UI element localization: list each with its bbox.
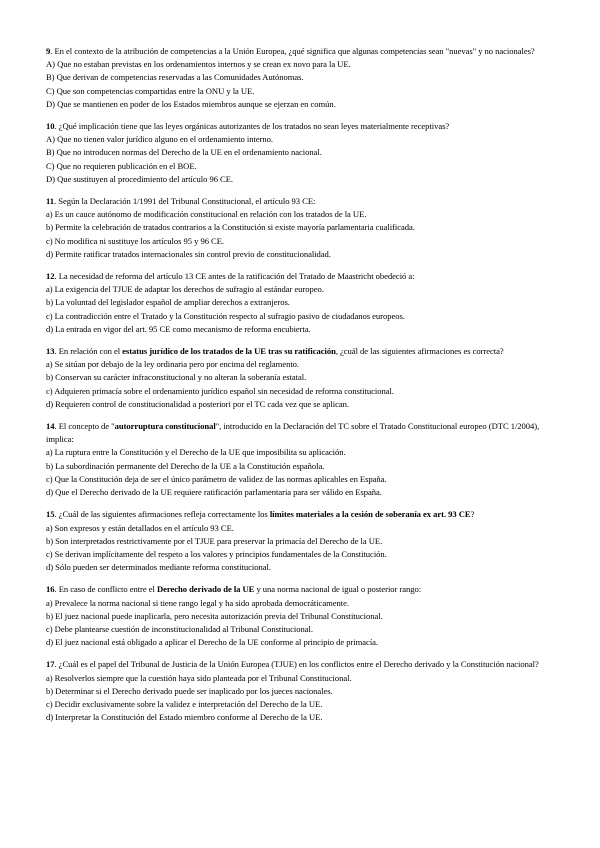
question-13 (46, 345, 566, 411)
answer-option: b) Determinar si el Derecho derivado puede ser inaplicado por los jueces nacionales. (46, 685, 333, 696)
answer-option: d) El juez nacional está obligado a aplicar el Derecho de la UE conforme al principio de primacía. (46, 637, 379, 648)
question-number: 15 (46, 509, 55, 520)
answer-option: c) Adquieren primacía sobre el ordenamiento jurídico español sin necesidad de reforma constitucional. (46, 385, 394, 396)
bold-emphasis: estatus jurídico de los tratados de la UE tras su ratificación (122, 346, 336, 357)
answer-option: C) Que no requieren publicación en el BOE. (46, 160, 197, 171)
question-number: 10 (46, 121, 55, 132)
answer-option: d) Sólo pueden ser determinados mediante reforma constitucional. (46, 562, 271, 573)
question-number: 14 (46, 421, 55, 432)
answer-option: A) Que no estaban previstas en los ordenamientos internos y se crean ex novo para la UE. (46, 59, 351, 70)
answer-option: b) La subordinación permanente del Derecho de la UE a la Constitución española. (46, 460, 325, 471)
question-17 (46, 658, 566, 724)
answer-option: a) Se sitúan por debajo de la ley ordinaria pero por encima del reglamento. (46, 359, 300, 370)
answer-option: B) Que no introducen normas del Derecho de la UE en el ordenamiento nacional. (46, 147, 322, 158)
answer-option: C) Que son competencias compartidas entre la ONU y la UE. (46, 85, 255, 96)
question-text: 17. ¿Cuál es el papel del Tribunal de Justicia de la Unión Europea (TJUE) en los conflictos entre el Derecho derivado y la Constitución nacional? (46, 659, 539, 670)
question-11 (46, 195, 566, 261)
question-text: 13. En relación con el estatus jurídico de los tratados de la UE tras su ratificación, ¿cuál de las siguientes afirmaciones es correcta? (46, 346, 504, 357)
answer-option: a) Es un cauce autónomo de modificación constitucional en relación con los tratados de la UE. (46, 209, 367, 220)
answer-option: b) Conservan su carácter infraconstitucional y no alteran la soberanía estatal. (46, 372, 307, 383)
bold-emphasis: Derecho derivado de la UE (156, 584, 255, 595)
quiz-document (46, 45, 566, 733)
question-number: 17 (46, 659, 55, 670)
answer-option: a) La ruptura entre la Constitución y el Derecho de la UE que imposibilita su aplicación. (46, 447, 346, 458)
question-text: 15. ¿Cuál de las siguientes afirmaciones refleja correctamente los límites materiales a la cesión de soberanía ex art. 93 CE? (46, 509, 475, 520)
question-text: 12. La necesidad de reforma del artículo 13 CE antes de la ratificación del Tratado de Maastricht obedeció a: (46, 271, 415, 282)
answer-option: a) Resolverlos siempre que la cuestión haya sido planteada por el Tribunal Constitucional. (46, 672, 352, 683)
answer-option: d) Requieren control de constitucionalidad a posteriori por el TC cada vez que se aplican. (46, 398, 349, 409)
question-number: 9 (46, 46, 51, 56)
answer-option: A) Que no tienen valor jurídico alguno en el ordenamiento interno. (46, 134, 273, 145)
question-16 (46, 583, 566, 649)
bold-emphasis: límites materiales a la cesión de soberanía ex art. 93 CE (269, 509, 471, 520)
answer-option: a) Son expresos y están detallados en el artículo 93 CE. (46, 522, 234, 533)
question-text: 9. En el contexto de la atribución de competencias a la Unión Europea, ¿qué significa que algunas competencias sean "nuevas" y no nacionales? (46, 46, 535, 56)
question-10 (46, 120, 566, 186)
question-number: 16 (46, 584, 55, 595)
question-text: 16. En caso de conflicto entre el Derecho derivado de la UE y una norma nacional de igual o posterior rango: (46, 584, 422, 595)
answer-option: d) Permite ratificar tratados internacionales sin control previo de constitucionalidad. (46, 248, 331, 259)
answer-option: d) Que el Derecho derivado de la UE requiere ratificación parlamentaria para ser válido en España. (46, 487, 382, 498)
answer-option: D) Que se mantienen en poder de los Estados miembros aunque se ejerzan en común. (46, 98, 336, 109)
answer-option: b) La voluntad del legislador español de ampliar derechos a extranjeros. (46, 297, 290, 308)
question-text: 11. Según la Declaración 1/1991 del Tribunal Constitucional, el artículo 93 CE: (46, 196, 316, 207)
answer-option: c) Que la Constitución deja de ser el único parámetro de validez de las normas aplicables en España. (46, 473, 387, 484)
question-text: 14. El concepto de "autorruptura constitucional", introducido en la Declaración del TC sobre el Tratado Constitucional europeo (DTC 1/2004), implica: (46, 421, 540, 445)
answer-option: D) Que sustituyen al procedimiento del artículo 96 CE. (46, 173, 234, 184)
answer-option: a) Prevalece la norma nacional si tiene rango legal y ha sido aprobada democráticamente. (46, 597, 349, 608)
question-15 (46, 508, 566, 574)
answer-option: c) Decidir exclusivamente sobre la validez e interpretación del Derecho de la UE. (46, 698, 323, 709)
question-12 (46, 270, 566, 336)
answer-option: c) Se derivan implícitamente del respeto a los valores y principios fundamentales de la Constitución. (46, 548, 387, 559)
answer-option: a) La exigencia del TJUE de adaptar los derechos de sufragio al estándar europeo. (46, 284, 324, 295)
question-number: 12 (46, 271, 55, 282)
question-number: 11 (46, 196, 55, 207)
answer-option: c) Debe plantearse cuestión de inconstitucionalidad al Tribunal Constitucional. (46, 623, 313, 634)
question-number: 13 (46, 346, 55, 357)
answer-option: b) El juez nacional puede inaplicarla, pero necesita autorización previa del Tribunal Constitucional. (46, 610, 383, 621)
answer-option: c) La contradicción entre el Tratado y la Constitución respecto al sufragio pasivo de ciudadanos europeos. (46, 310, 405, 321)
answer-option: b) Permite la celebración de tratados contrarios a la Constitución si existe mayoría parlamentaria cualificada. (46, 222, 415, 233)
question-text: 10. ¿Qué implicación tiene que las leyes orgánicas autorizantes de los tratados no sean leyes materialmente receptivas? (46, 121, 450, 132)
answer-option: d) La entrada en vigor del art. 95 CE como mecanismo de reforma encubierta. (46, 323, 311, 334)
answer-option: B) Que derivan de competencias reservadas a las Comunidades Autónomas. (46, 72, 304, 83)
answer-option: c) No modifica ni sustituye los artículos 95 y 96 CE. (46, 235, 225, 246)
question-14 (46, 420, 566, 499)
bold-emphasis: autorruptura constitucional (114, 421, 216, 432)
answer-option: d) Interpretar la Constitución del Estado miembro conforme al Derecho de la UE. (46, 712, 323, 723)
answer-option: b) Son interpretados restrictivamente por el TJUE para preservar la primacía del Derecho de la UE. (46, 535, 383, 546)
question-9 (46, 45, 566, 111)
